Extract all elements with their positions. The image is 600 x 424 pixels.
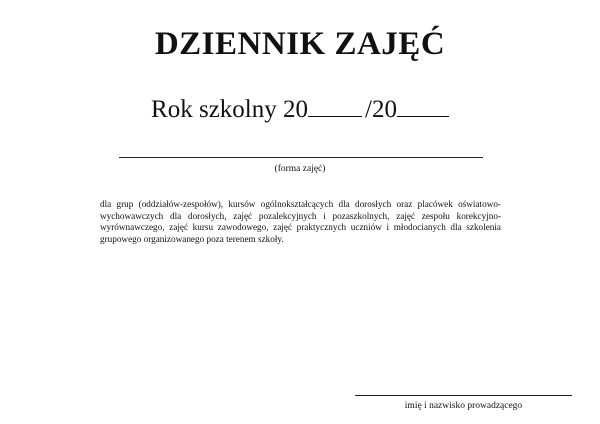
school-year-end-blank [397, 94, 449, 117]
document-description: dla grup (oddziałów-zespołów), kursów ogólnokształcących dla dorosłych oraz placówek oświatowo-wychowawczych dla dorosłych, zajęć pozalekcyjnych i pozaszkolnych, zajęć zespołu korekcyjno-wyrównawczego, zajęć kursu zawodowego, zajęć praktycznych uczniów i młodocianych dla szkolenia grupowego organizowanego poza terenem szkoły. [100, 199, 501, 244]
form-of-classes-line [119, 157, 483, 158]
instructor-signature-line [355, 395, 572, 396]
document-title: DZIENNIK ZAJĘĆ [154, 26, 446, 62]
instructor-signature-caption: imię i nazwisko prowadzącego [404, 401, 523, 411]
school-year-line [0, 94, 600, 126]
school-year-separator: /20 [365, 96, 397, 123]
form-of-classes-caption: (forma zajęć) [274, 164, 326, 174]
school-year-start-blank [308, 94, 362, 117]
school-year-prefix: Rok szkolny 20 [151, 96, 308, 123]
